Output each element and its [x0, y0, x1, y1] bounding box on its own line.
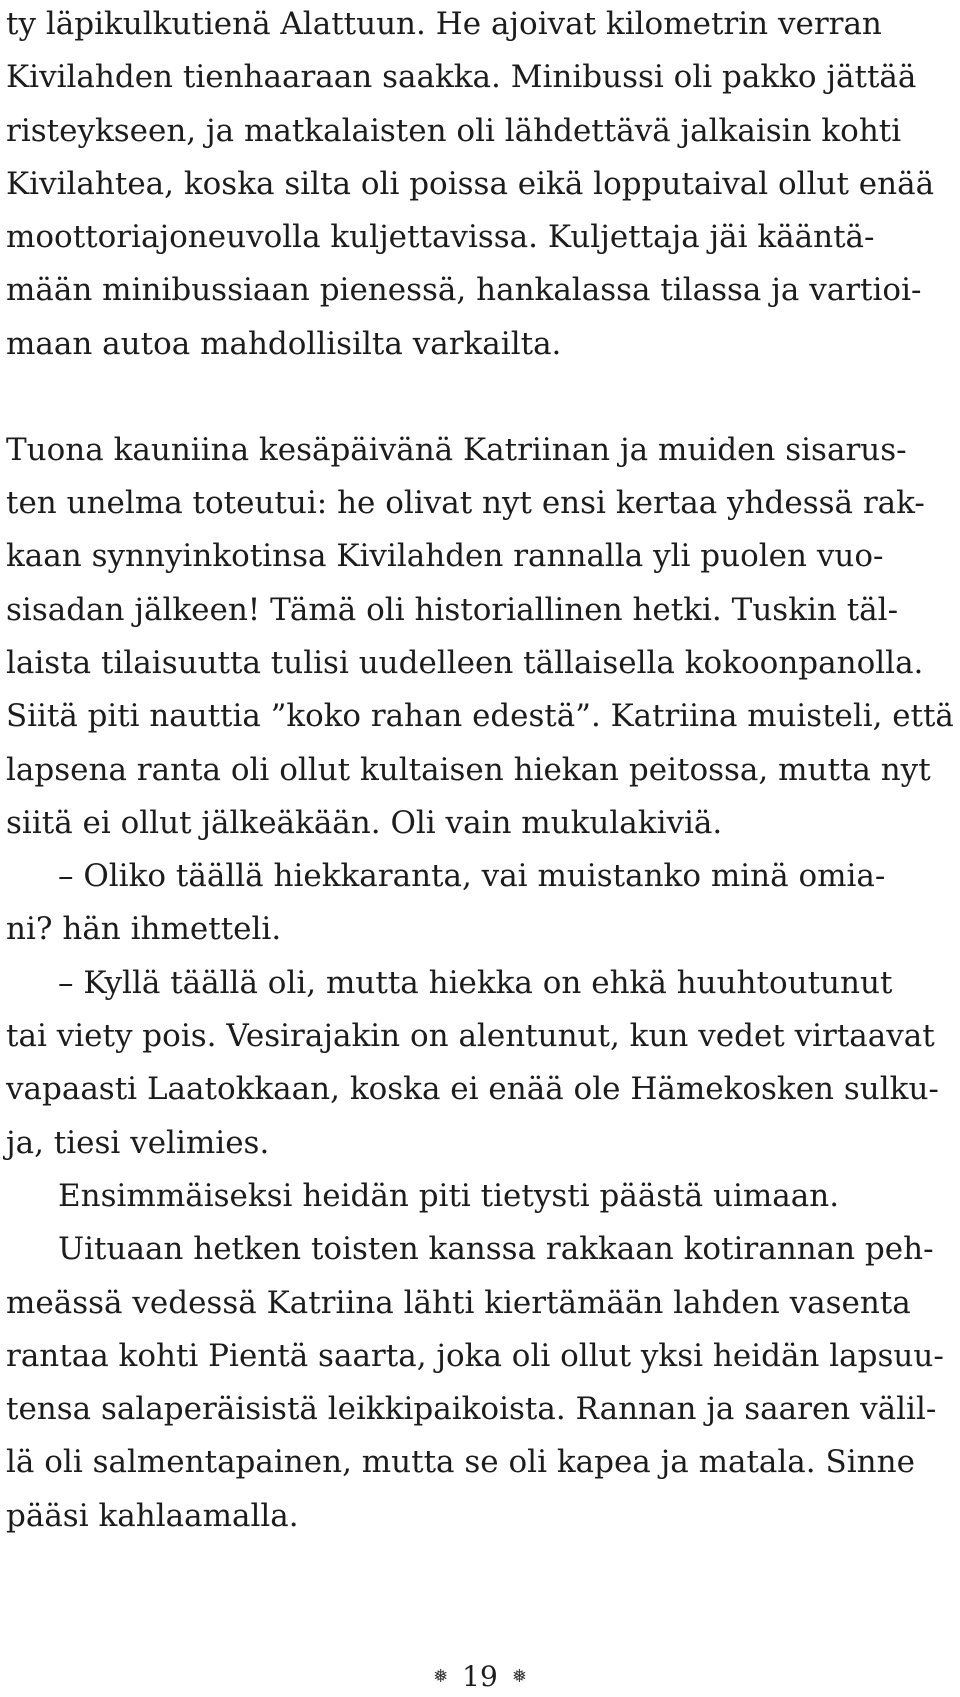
text-line: vapaasti Laatokkaan, koska ei enää ole Hämekosken sulku-	[6, 1071, 939, 1107]
text-line: moottoriajoneuvolla kuljettavissa. Kuljettaja jäi kääntä-	[6, 219, 875, 255]
text-line: rantaa kohti Pientä saarta, joka oli ollut yksi heidän lapsuu-	[6, 1338, 944, 1374]
text-line: ni? hän ihmetteli.	[6, 911, 282, 947]
text-line: maan autoa mahdollisilta varkailta.	[6, 326, 562, 362]
ornament-icon: ❅	[433, 1666, 449, 1687]
text-line: kaan synnyinkotinsa Kivilahden rannalla yli puolen vuo-	[6, 538, 884, 574]
text-line: ja, tiesi velimies.	[6, 1125, 270, 1161]
text-line: Uituaan hetken toisten kanssa rakkaan kotirannan peh-	[58, 1231, 934, 1267]
text-line: Tuona kauniina kesäpäivänä Katriinan ja muiden sisarus-	[6, 432, 907, 468]
text-line: Kivilahtea, koska silta oli poissa eikä lopputaival ollut enää	[6, 166, 935, 202]
text-line: tai viety pois. Vesirajakin on alentunut, kun vedet virtaavat	[6, 1018, 935, 1054]
text-line: Kivilahden tienhaaraan saakka. Minibussi oli pakko jättää	[6, 59, 917, 95]
text-line: Siitä piti nauttia ”koko rahan edestä”. Katriina muisteli, että	[6, 698, 954, 734]
text-line: – Oliko täällä hiekkaranta, vai muistanko minä omia-	[58, 858, 886, 894]
text-line: meässä vedessä Katriina lähti kiertämään lahden vasenta	[6, 1285, 911, 1321]
text-line: ten unelma toteutui: he olivat nyt ensi kertaa yhdessä rak-	[6, 485, 925, 521]
text-line: Ensimmäiseksi heidän piti tietysti päästä uimaan.	[58, 1178, 840, 1214]
text-line: ty läpikulkutienä Alattuun. He ajoivat kilometrin verran	[6, 6, 882, 42]
text-line: laista tilaisuutta tulisi uudelleen tällaisella kokoonpanolla.	[6, 645, 924, 681]
text-line: – Kyllä täällä oli, mutta hiekka on ehkä huuhtoutunut	[58, 965, 893, 1001]
ornament-icon: ❅	[511, 1666, 527, 1687]
text-line: risteykseen, ja matkalaisten oli lähdettävä jalkaisin kohti	[6, 113, 902, 149]
text-line: lä oli salmentapainen, mutta se oli kapea ja matala. Sinne	[6, 1444, 915, 1480]
text-line: tensa salaperäisistä leikkipaikoista. Rannan ja saaren välil-	[6, 1391, 937, 1427]
page-footer	[6, 1662, 954, 1692]
page-number: 19	[462, 1660, 498, 1693]
text-line: siitä ei ollut jälkeäkään. Oli vain mukulakiviä.	[6, 805, 723, 841]
text-line: sisadan jälkeen! Tämä oli historiallinen hetki. Tuskin täl-	[6, 592, 899, 628]
text-line: pääsi kahlaamalla.	[6, 1498, 299, 1534]
text-line: mään minibussiaan pienessä, hankalassa tilassa ja vartioi-	[6, 272, 922, 308]
text-line: lapsena ranta oli ollut kultaisen hiekan peitossa, mutta nyt	[6, 752, 931, 788]
